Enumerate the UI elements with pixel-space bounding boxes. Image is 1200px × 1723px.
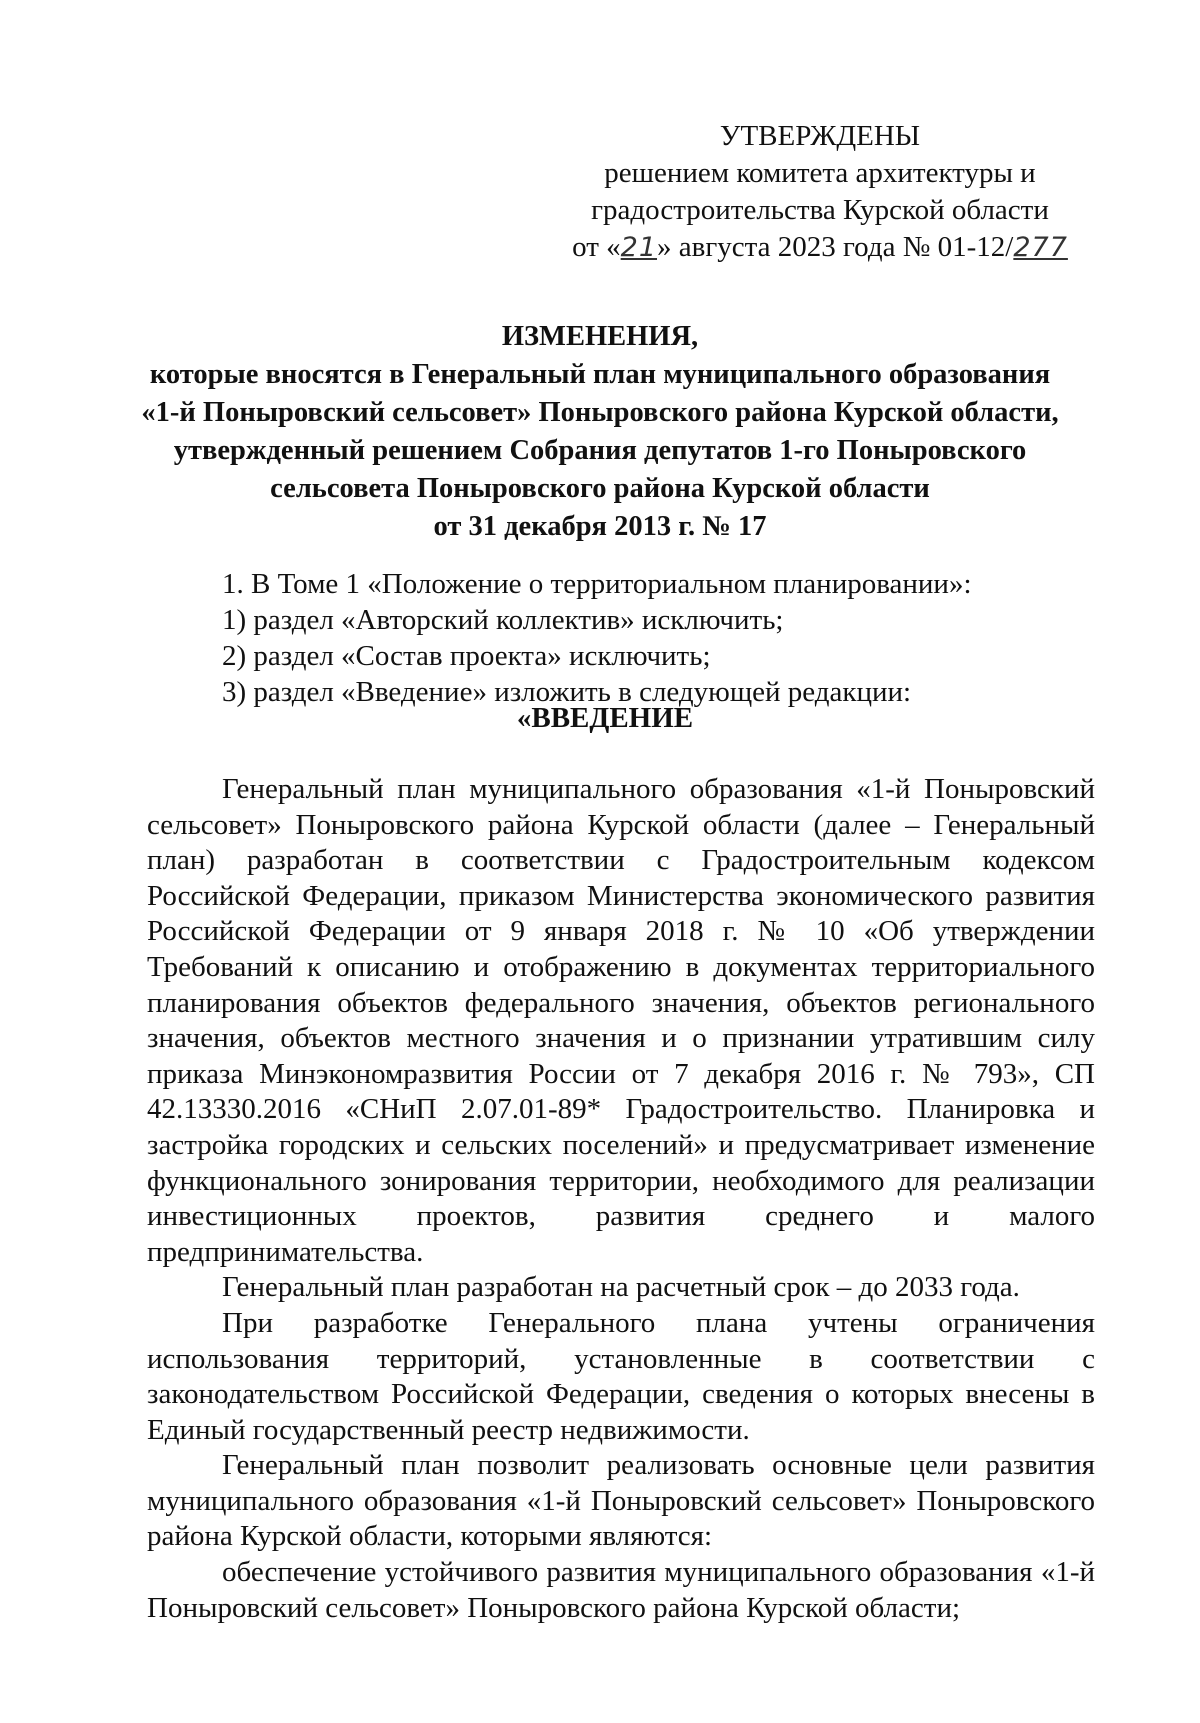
title-line-3: «1-й Поныровский сельсовет» Поныровского района Курской области, bbox=[141, 397, 1059, 428]
paragraph-2: Генеральный план разработан на расчетный срок – до 2033 года. bbox=[222, 1271, 1020, 1304]
section-heading: «ВВЕДЕНИЕ bbox=[516, 702, 694, 734]
introduction-body bbox=[147, 772, 1095, 1626]
amendments-list bbox=[222, 566, 1122, 710]
list-item-2: 2) раздел «Состав проекта» исключить; bbox=[222, 640, 711, 672]
title-line-4: утвержденный решением Собрания депутатов 1-го Поныровского bbox=[173, 435, 1027, 466]
paragraph-4: Генеральный план позволит реализовать основные цели развития муниципального образования «1-й Поныровский сельсовет» Поныровского района Курской области, которыми являются: bbox=[147, 1449, 1095, 1553]
title-line-5: сельсовета Поныровского района Курской области bbox=[270, 473, 930, 504]
approval-stamp-block bbox=[560, 118, 1080, 266]
approval-date-line bbox=[560, 229, 1080, 266]
approval-day-handwritten: 21 bbox=[620, 232, 658, 263]
list-intro: 1. В Томе 1 «Положение о территориальном планировании»: bbox=[222, 568, 972, 600]
approval-authority-line1: решением комитета архитектуры и bbox=[604, 157, 1036, 189]
paragraph-5: обеспечение устойчивого развития муниципального образования «1-й Поныровский сельсовет» Поныровского района Курской области; bbox=[147, 1556, 1095, 1624]
approval-authority-line2: градостроительства Курской области bbox=[591, 194, 1049, 226]
approval-date-mid: » августа 2023 года № 01-12/ bbox=[657, 231, 1014, 263]
paragraph-3: При разработке Генерального плана учтены ограничения использования территорий, установленные в соответствии с законодательством Российской Федерации, сведения о которых внесены в Единый государственный реестр недвижимости. bbox=[147, 1306, 1095, 1446]
list-item-3: 3) раздел «Введение» изложить в следующей редакции: bbox=[222, 676, 912, 708]
title-line-6: от 31 декабря 2013 г. № 17 bbox=[433, 511, 767, 542]
approval-number-handwritten: 277 bbox=[1013, 232, 1068, 263]
approval-date-prefix: от « bbox=[572, 231, 621, 263]
approval-title: УТВЕРЖДЕНЫ bbox=[719, 120, 921, 152]
document-title bbox=[110, 318, 1090, 546]
title-line-1: ИЗМЕНЕНИЯ, bbox=[501, 321, 699, 352]
title-line-2: которые вносятся в Генеральный план муниципального образования bbox=[149, 359, 1051, 390]
paragraph-1: Генеральный план муниципального образования «1-й Поныровский сельсовет» Поныровского района Курской области (далее – Генеральный план) разработан в соответствии с Градостроительным кодексом Российской Федерации, приказом Министерства экономического развития Российской Федерации от 9 января 2018 г. № 10 «Об утверждении Требований к описанию и отображению в документах территориального планирования объектов федерального значения, объектов регионального значения, объектов местного значения и о признании утратившим силу приказа Минэкономразвития России от 7 декабря 2016 г. № 793», СП 42.13330.2016 «СНиП 2.07.01-89* Градостроительство. Планировка и застройка городских и сельских поселений» и предусматривает изменение функционального зонирования территории, необходимого для реализации инвестиционных проектов, развития среднего и малого предпринимательства. bbox=[147, 773, 1095, 1268]
list-item-1: 1) раздел «Авторский коллектив» исключить; bbox=[222, 604, 784, 636]
